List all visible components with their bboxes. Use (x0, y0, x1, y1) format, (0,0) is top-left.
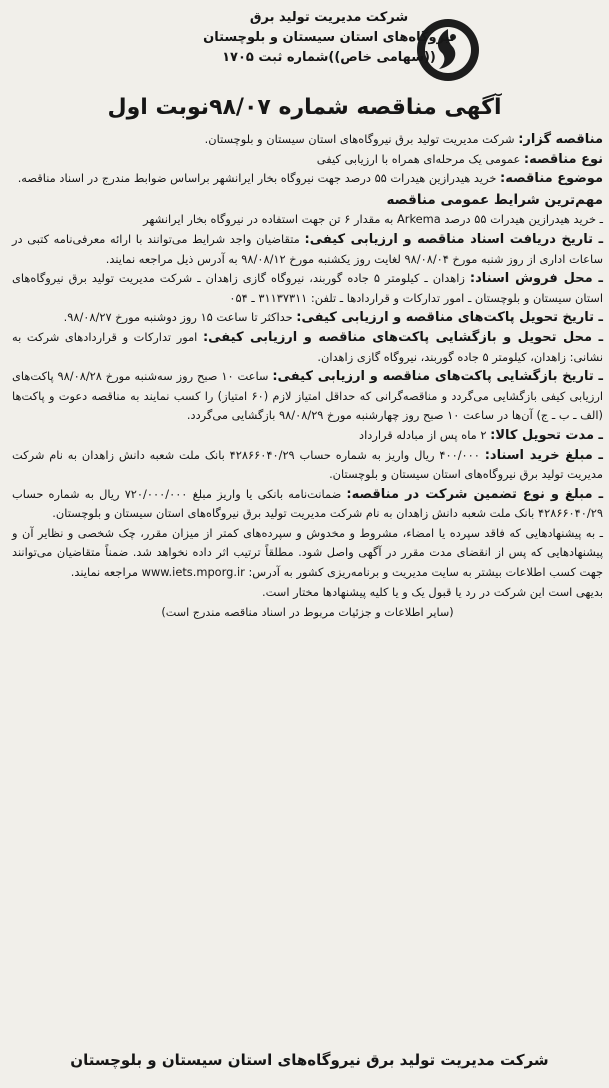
delivery-place-value: امور تدارکات و قراردادهای شرکت به نشانی: زاهدان، کیلومتر ۵ جاده گوربند، نیروگاه گازی زاهدان. (12, 329, 603, 364)
organizer-row (12, 130, 603, 150)
header-line-1: شرکت مدیریت تولید برق (249, 10, 409, 25)
condition-guarantee (12, 485, 603, 524)
sale-location-label: ـ محل فروش اسناد: (469, 271, 603, 287)
tender-subject-row (12, 169, 603, 189)
document-price-label: ـ مبلغ خرید اسناد: (484, 447, 603, 463)
tender-type-row (12, 150, 603, 170)
condition-envelope-delivery-date (12, 308, 603, 328)
notice-body (12, 130, 603, 623)
tender-subject-value: خرید هیدرازین هیدرات ۵۵ درصد جهت نیروگاه بخار ایرانشهر براساس ضوابط مندرج در اسناد مناقصه. (17, 171, 497, 186)
footer-company-name: شرکت مدیریت تولید برق نیروگاه‌های استان سیستان و بلوچستان (70, 1051, 549, 1069)
condition-document-receipt (12, 230, 603, 269)
delivery-place-label: ـ محل تحویل و بازگشایی پاکت‌های مناقصه و ارزیابی کیفی: (202, 329, 604, 345)
tender-subject-label: موضوع مناقصه: (500, 171, 603, 187)
document-receipt-label: ـ تاریخ دریافت اسناد مناقصه و ارزیابی کیفی: (304, 231, 604, 247)
opening-date-label: ـ تاریخ بازگشایی پاکت‌های مناقصه و ارزیابی کیفی: (272, 369, 603, 385)
sale-location-value: زاهدان ـ کیلومتر ۵ جاده گوربند، نیروگاه گازی زاهدان ـ شرکت مدیریت تولید برق نیروگاه‌های استان سیستان و بلوچستان ـ امور تدارکات و قراردادها ـ تلفن: ۳۱۱۳۷۳۱۱ ـ ۰۵۴ (12, 271, 603, 305)
condition-rights-reserved: بدیهی است این شرکت در رد یا قبول یک و یا کلیه پیشنهادها مختار است. (261, 584, 603, 599)
delivery-period-value: ۲ ماه پس از مبادله قرارداد (359, 427, 487, 442)
tender-type-label: نوع مناقصه: (523, 151, 603, 167)
document-receipt-value: متقاضیان واجد شرایط می‌توانند با ارائه معرفی‌نامه کتبی در ساعات اداری از روز شنبه مورخ ۹۸/۰۸/۰۴ لغایت روز یکشنبه مورخ ۹۸/۰۸/۱۲ به آدرس ذیل مراجعه نمایند. (12, 231, 603, 266)
condition-product: ـ خرید هیدرازین هیدرات ۵۵ درصد Arkema به مقدار ۶ تن جهت استفاده در نیروگاه بخار ایرانشهر (143, 212, 603, 227)
document-price-value: ۴۰۰/۰۰۰ ریال واریز به شماره حساب ۴۲۸۶۶۰۴۰/۲۹ بانک ملت شعبه دانش زاهدان به نام شرکت مدیریت تولید برق نیروگاه‌های استان سیستان و بلوچستان. (12, 447, 603, 482)
tender-type-value: عمومی یک مرحله‌ای همراه با ارزیابی کیفی (316, 151, 521, 166)
company-header (199, 8, 459, 68)
delivery-period-label: ـ مدت تحویل کالا: (490, 427, 603, 443)
guarantee-label: ـ مبلغ و نوع تضمین شرکت در مناقصه: (346, 486, 604, 502)
envelope-delivery-date-label: ـ تاریخ تحویل پاکت‌های مناقصه و ارزیابی کیفی: (296, 310, 603, 326)
additional-info-note: (سایر اطلاعات و جزئیات مربوط در اسناد مناقصه مندرج است) (161, 606, 454, 620)
condition-sale-location (12, 269, 603, 308)
condition-document-price (12, 446, 603, 485)
condition-delivery-place (12, 328, 603, 367)
opening-date-value: ساعت ۱۰ صبح روز سه‌شنبه مورخ ۹۸/۰۸/۲۸ پاکت‌های ارزیابی کیفی بازگشایی می‌گردد و مناقصه‌گرانی که حداقل امتیاز لازم (۶۰ امتیاز) را کسب نمایند به مناقصه دعوت و پاکت‌ها (الف ـ ب ـ ج) آن‌ها در ساعت ۱۰ صبح روز چهارشنبه مورخ ۹۸/۰۸/۲۹ بازگشایی می‌گردد. (12, 369, 603, 423)
notice-title: آگهی مناقصه شماره ۹۸/۰۷نوبت اول (107, 95, 502, 120)
condition-opening-date (12, 367, 603, 426)
header-line-3: ((سهامی خاص))شماره ثبت ۱۷۰۵ (222, 50, 436, 65)
organizer-label: مناقصه گزار: (518, 132, 603, 147)
envelope-delivery-date-value: حداکثر تا ساعت ۱۵ روز دوشنبه مورخ ۹۸/۰۸/۲۷. (63, 310, 293, 325)
condition-delivery-period (12, 426, 603, 446)
condition-invalid-offers: ـ به پیشنهادهایی که فاقد سپرده یا امضاء، مشروط و مخدوش و سپرده‌های کمتر از میزان مقرر، چک شخصی و نظایر آن و پیشنهادهایی که پس از انقضای مدت مقرر در آگهی واصل شود. مطلقاً ترتیب اثر داده نخواهد شد. ضمناً متقاضیان می‌توانند جهت کسب اطلاعات بیشتر به سایت مدیریت و برنامه‌ریزی کشور به آدرس: www.iets.mporg.ir مراجعه نمایند. (12, 525, 603, 580)
guarantee-value: ضمانت‌نامه بانکی یا واریز مبلغ ۷۲۰/۰۰۰/۰۰۰ ریال به شماره حساب ۴۲۸۶۶۰۴۰/۲۹ بانک ملت شعبه دانش زاهدان به نام شرکت مدیریت تولید برق نیروگاه‌های استان سیستان و بلوچستان. (12, 486, 603, 521)
header-line-2: نیروگاه‌های استان سیستان و بلوچستان (203, 30, 455, 45)
conditions-heading: مهم‌ترین شرایط عمومی مناقصه (386, 191, 603, 208)
organizer-value: شرکت مدیریت تولید برق نیروگاه‌های استان سیستان و بلوچستان. (204, 132, 515, 146)
